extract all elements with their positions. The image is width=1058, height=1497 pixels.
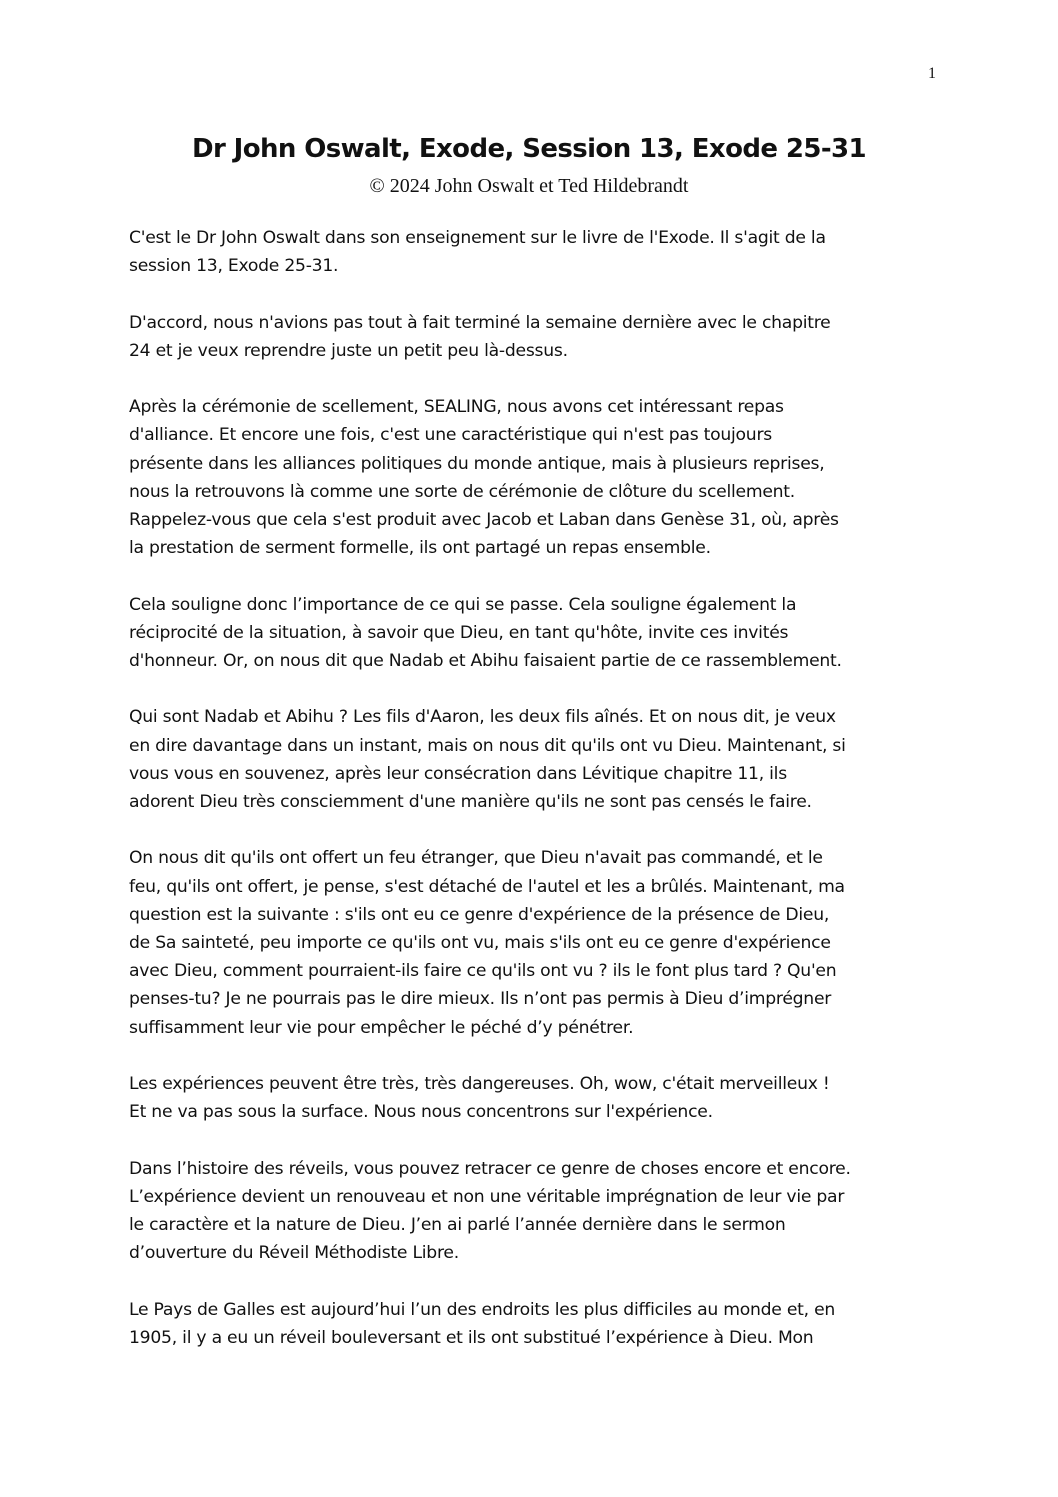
paragraph: D'accord, nous n'avions pas tout à fait terminé la semaine dernière avec le chapitre 24 et je veux reprendre juste un petit peu là-dessus. xyxy=(129,312,831,361)
paragraph: Qui sont Nadab et Abihu ? Les fils d'Aaron, les deux fils aînés. Et on nous dit, je veux en dire davantage dans un instant, mais on nous dit qu'ils ont vu Dieu. Maintenant, si vous vous en souvenez, après leur consécration dans Lévitique chapitre 11, ils adorent Dieu très consciemment d'une manière qu'ils ne sont pas censés le faire. xyxy=(129,707,846,812)
paragraph: Après la cérémonie de scellement, SEALING, nous avons cet intéressant repas d'alliance. Et encore une fois, c'est une caractéristique qui n'est pas toujours présente dans les alliances politiques du monde antique, mais à plusieurs reprises, nous la retrouvons là comme une sorte de cérémonie de clôture du scellement. Rappelez-vous que cela s'est produit avec Jacob et Laban dans Genèse 31, où, après la prestation de serment formelle, ils ont partagé un repas ensemble. xyxy=(129,397,839,559)
paragraph: C'est le Dr John Oswalt dans son enseignement sur le livre de l'Exode. Il s'agit de la session 13, Exode 25-31. xyxy=(129,228,826,277)
body-text xyxy=(129,224,937,1380)
paragraph: Les expériences peuvent être très, très dangereuses. Oh, wow, c'était merveilleux ! Et ne va pas sous la surface. Nous nous concentrons sur l'expérience. xyxy=(129,1074,830,1123)
paragraph: Dans l’histoire des réveils, vous pouvez retracer ce genre de choses encore et encore. L’expérience devient un renouveau et non une véritable imprégnation de leur vie par le caractère et la nature de Dieu. J’en ai parlé l’année dernière dans le sermon d’ouverture du Réveil Méthodiste Libre. xyxy=(129,1158,851,1264)
copyright-line: © 2024 John Oswalt et Ted Hildebrandt xyxy=(369,175,689,197)
document-title: Dr John Oswalt, Exode, Session 13, Exode 25-31 xyxy=(191,134,867,164)
page-number: 1 xyxy=(928,65,936,82)
paragraph: Cela souligne donc l’importance de ce qui se passe. Cela souligne également la réciprocité de la situation, à savoir que Dieu, en tant qu'hôte, invite ces invités d'honneur. Or, on nous dit que Nadab et Abihu faisaient partie de ce rassemblement. xyxy=(129,594,842,671)
paragraph: On nous dit qu'ils ont offert un feu étranger, que Dieu n'avait pas commandé, et le feu, qu'ils ont offert, je pense, s'est détaché de l'autel et les a brûlés. Maintenant, ma question est la suivante : s'ils ont eu ce genre d'expérience de la présence de Dieu, de Sa sainteté, peu importe ce qu'ils ont vu, mais s'ils ont eu ce genre d'expérience avec Dieu, comment pourraient-ils faire ce qu'ils ont vu ? ils le font plus tard ? Qu'en penses-tu? Je ne pourrais pas le dire mieux. Ils n’ont pas permis à Dieu d’imprégner suffisamment leur vie pour empêcher le péché d’y pénétrer. xyxy=(129,848,845,1038)
paragraph: Le Pays de Galles est aujourd’hui l’un des endroits les plus difficiles au monde et, en 1905, il y a eu un réveil bouleversant et ils ont substitué l’expérience à Dieu. Mon xyxy=(129,1299,836,1348)
